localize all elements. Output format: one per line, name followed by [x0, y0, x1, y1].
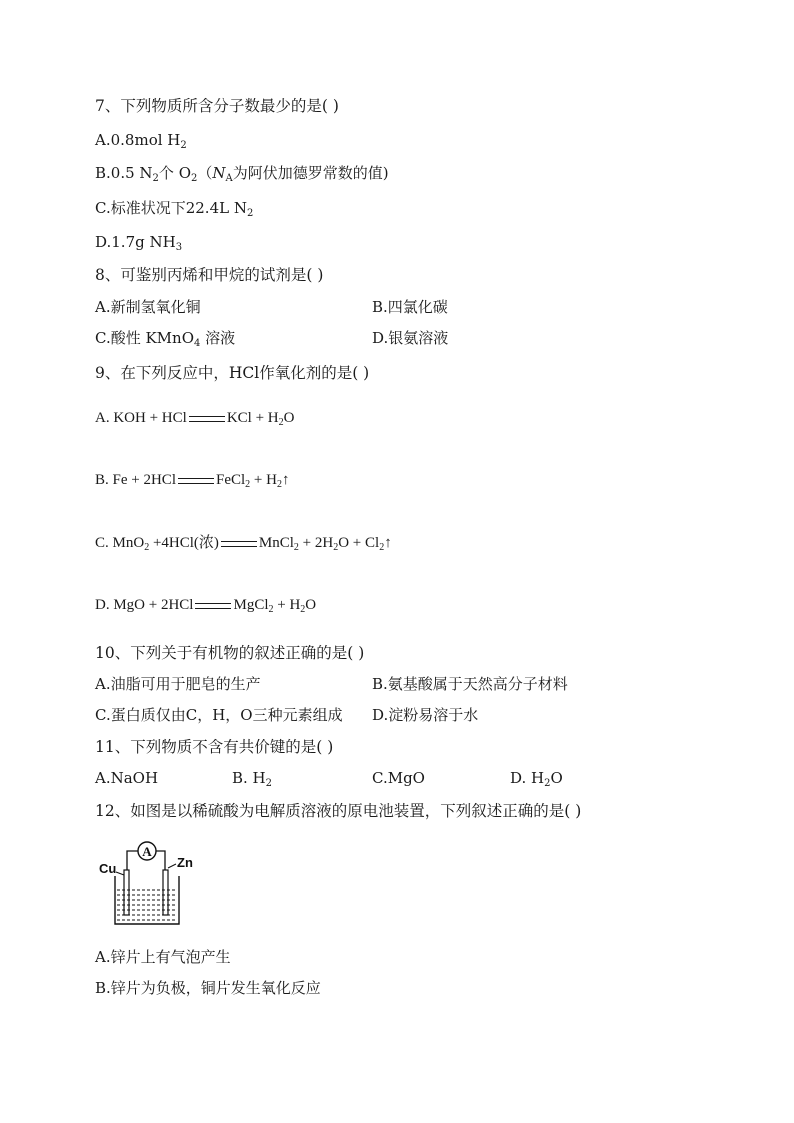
- q9-c-lhs-post: +4HCl(浓): [149, 535, 219, 551]
- zn-label: Zn: [177, 855, 193, 870]
- q11-option-c[interactable]: C.MgO: [372, 769, 425, 787]
- q10-option-b[interactable]: B.氨基酸属于天然高分子材料: [372, 675, 568, 693]
- equals-arrow-icon: [189, 416, 225, 422]
- q8-c-post: 溶液: [200, 329, 236, 347]
- q11-option-a[interactable]: A.NaOH: [95, 769, 159, 787]
- q7-c-label: C.: [95, 199, 111, 217]
- q11-option-d[interactable]: [510, 768, 563, 788]
- q9-c-sub1: 2: [293, 542, 299, 553]
- q9-option-c[interactable]: [95, 533, 392, 553]
- q9-c-sub3: 2: [379, 542, 385, 553]
- q7-d-text: 1.7g NH: [111, 233, 176, 251]
- cu-leader: [116, 872, 124, 875]
- q8-option-a[interactable]: A.新制氢氧化铜: [95, 298, 201, 316]
- q7-option-b[interactable]: [95, 163, 389, 183]
- zn-electrode: [163, 870, 168, 915]
- equals-arrow-icon: [221, 541, 257, 547]
- q9-stem: 9、在下列反应中，HCl作氧化剂的是( ): [95, 364, 370, 382]
- q8-c-sub: 4: [194, 338, 201, 349]
- q7-option-a[interactable]: [95, 130, 187, 150]
- right-wire: [156, 851, 165, 870]
- q8-stem: 8、可鉴别丙烯和甲烷的试剂是( ): [95, 266, 324, 284]
- q9-c-lhs: MnO: [112, 535, 145, 551]
- q11-d-post: O: [550, 769, 563, 787]
- q11-b-text: B. H: [232, 769, 266, 787]
- zn-leader: [168, 864, 176, 868]
- q11-stem: 11、下列物质不含有共价键的是( ): [95, 738, 334, 756]
- q8-option-b[interactable]: B.四氯化碳: [372, 298, 448, 316]
- q9-b-rhs: FeCl: [215, 472, 246, 488]
- q7-c-text: 标准状况下22.4L N: [110, 199, 247, 217]
- q9-d-sub1: 2: [268, 604, 274, 615]
- equals-arrow-icon: [195, 603, 231, 609]
- equals-arrow-icon: [178, 478, 214, 484]
- q11-option-b[interactable]: [232, 768, 272, 788]
- q8-option-d[interactable]: D.银氨溶液: [372, 329, 449, 347]
- q9-d-post: O: [305, 597, 317, 613]
- q7-b-pre: 0.5 N: [110, 164, 153, 182]
- q7-b-note-pre: （: [197, 164, 213, 182]
- q8-option-c[interactable]: [95, 328, 235, 348]
- q8-c-text: C.酸性 KMnO: [95, 329, 195, 347]
- q7-a-sub: 2: [180, 140, 187, 151]
- q10-option-a[interactable]: A.油脂可用于肥皂的生产: [95, 675, 261, 693]
- q7-d-label: D.: [95, 233, 112, 251]
- q9-c-mid2: O + Cl: [338, 535, 380, 551]
- q9-b-sub2: 2: [276, 479, 282, 490]
- left-wire: [127, 851, 138, 870]
- q9-d-lhs: MgO + 2HCl: [113, 597, 194, 613]
- q9-a-rhs-post: O: [283, 410, 295, 426]
- q9-b-post: ↑: [281, 472, 290, 488]
- q7-b-na: N: [212, 164, 226, 182]
- cu-label: Cu: [99, 861, 117, 876]
- q7-b-na-sub: A: [225, 173, 233, 184]
- q10-stem: 10、下列关于有机物的叙述正确的是( ): [95, 644, 365, 662]
- q9-c-lhs-sub: 2: [144, 542, 150, 553]
- q7-a-label: A.: [95, 131, 111, 149]
- q7-option-c[interactable]: [95, 198, 253, 218]
- q9-d-sub2: 2: [300, 604, 306, 615]
- q9-option-d[interactable]: [95, 595, 316, 615]
- q10-option-d[interactable]: D.淀粉易溶于水: [372, 706, 479, 724]
- q9-d-rhs: MgCl: [233, 597, 269, 613]
- q7-a-text: 0.8mol H: [110, 131, 181, 149]
- q7-b-sub1: 2: [152, 173, 159, 184]
- q7-option-d[interactable]: [95, 232, 182, 252]
- q9-b-sub1: 2: [245, 479, 251, 490]
- cu-electrode: [124, 870, 129, 915]
- q7-b-note-post: 为阿伏加德罗常数的值): [232, 164, 389, 182]
- ammeter-label: A: [142, 844, 152, 859]
- q9-d-label: D.: [95, 597, 114, 613]
- q12-stem: 12、如图是以稀硫酸为电解质溶液的原电池装置，下列叙述正确的是( ): [95, 802, 582, 820]
- q9-c-rhs: MnCl: [258, 535, 294, 551]
- q12-option-a[interactable]: A.锌片上有气泡产生: [95, 948, 231, 966]
- q9-b-mid: + H: [250, 472, 277, 488]
- q7-stem: 7、下列物质所含分子数最少的是( ): [95, 97, 339, 115]
- q9-a-rhs: KCl + H: [226, 410, 279, 426]
- q9-b-label: B.: [95, 472, 113, 488]
- q9-d-mid: + H: [273, 597, 301, 613]
- q7-b-label: B.: [95, 164, 111, 182]
- q9-c-mid: + 2H: [298, 535, 334, 551]
- q9-b-lhs: Fe + 2HCl: [112, 472, 176, 488]
- q9-a-label: A.: [95, 410, 114, 426]
- q12-option-b[interactable]: B.锌片为负极，铜片发生氧化反应: [95, 979, 321, 997]
- q9-c-sub2: 2: [333, 542, 339, 553]
- galvanic-cell-diagram: [97, 838, 207, 933]
- q9-option-b[interactable]: [95, 470, 289, 490]
- q7-b-mid: 个 O: [158, 164, 191, 182]
- q11-d-text: D. H: [510, 769, 545, 787]
- q7-b-sub2: 2: [191, 173, 198, 184]
- q10-option-c[interactable]: C.蛋白质仅由C，H，O三种元素组成: [95, 706, 343, 724]
- q9-c-post: ↑: [384, 535, 392, 551]
- q11-d-sub: 2: [544, 778, 551, 789]
- q9-option-a[interactable]: [95, 408, 294, 428]
- q9-c-label: C.: [95, 535, 113, 551]
- q7-c-sub: 2: [246, 208, 254, 219]
- q11-b-sub: 2: [265, 778, 273, 789]
- q9-a-rhs-sub: 2: [278, 417, 284, 428]
- q9-a-lhs: KOH + HCl: [113, 410, 187, 426]
- q7-d-sub: 3: [175, 242, 183, 253]
